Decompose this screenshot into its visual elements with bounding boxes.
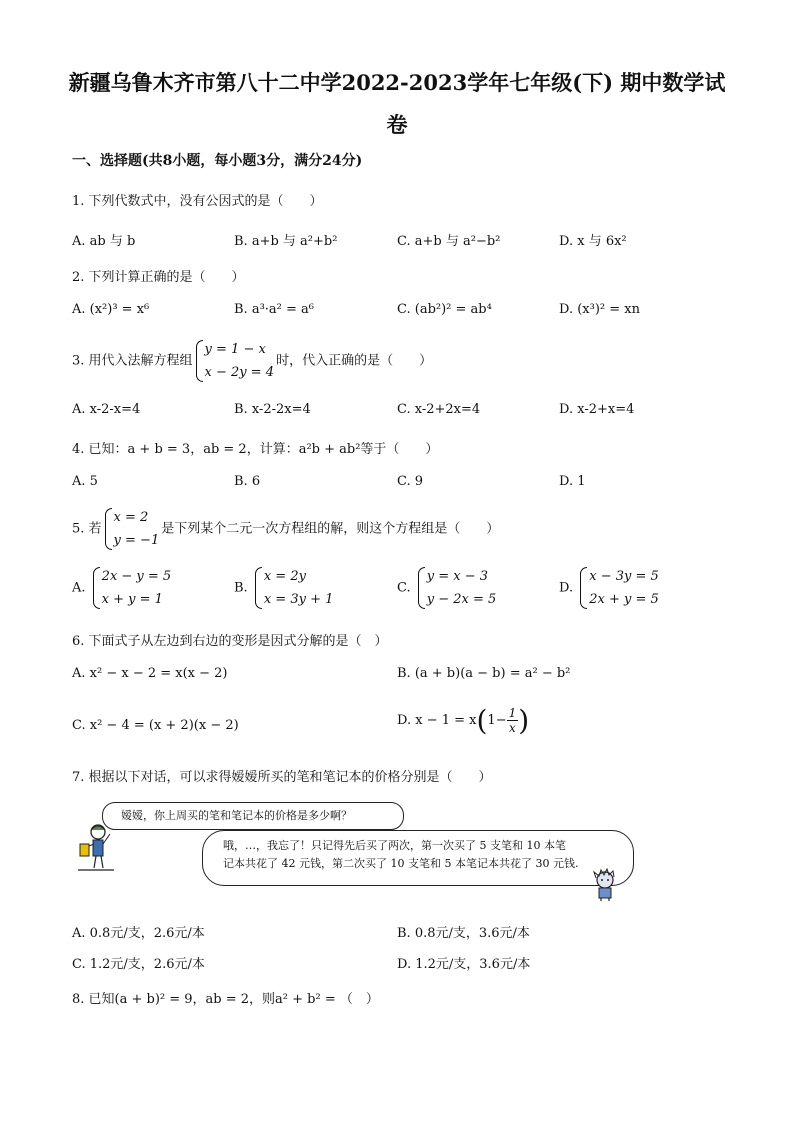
q5-option-d-label: D. — [559, 580, 574, 596]
q5-eq1: x = 2 — [113, 510, 149, 525]
q6-fraction-den: x — [509, 721, 516, 735]
q4-option-b: B. 6 — [234, 474, 261, 489]
q5-option-b — [234, 565, 335, 611]
q6-option-d — [397, 704, 529, 737]
q5-option-a — [72, 565, 173, 611]
q1-option-b: B. a+b 与 a²+b² — [234, 234, 338, 249]
q1-option-a: A. ab 与 b — [72, 234, 136, 249]
q4-option-c: C. 9 — [397, 474, 424, 489]
bubble-answer-line1: 哦，…，我忘了！只记得先后买了两次，第一次买了 5 支笔和 10 本笔 — [223, 839, 566, 852]
q5-d-eq2: 2x + y = 5 — [589, 592, 659, 607]
q2-option-c: C. (ab²)² = ab⁴ — [397, 302, 492, 317]
q5-solution-system — [104, 506, 160, 552]
q3-stem-post: 时，代入正确的是（ ） — [276, 353, 433, 369]
q3-option-a: A. x-2-x=4 — [72, 402, 141, 417]
q3-eq2: x − 2y = 4 — [204, 365, 275, 380]
q5-option-a-label: A. — [72, 580, 86, 596]
speech-bubble-question: 嫒嫒，你上周买的笔和笔记本的价格是多少啊？ — [102, 802, 404, 830]
q2-option-b: B. a³·a² = a⁶ — [234, 302, 314, 317]
q6-option-c: C. x² − 4 = (x + 2)(x − 2) — [72, 718, 239, 733]
q7-option-c: C. 1.2元/支，2.6元/本 — [72, 957, 205, 972]
question-8: 8. 已知(a + b)² = 9，ab = 2，则a² + b² = （ ） — [72, 992, 379, 1007]
q5-option-d — [559, 565, 661, 611]
q6-option-a: A. x² − x − 2 = x(x − 2) — [72, 666, 228, 681]
q5-a-eq1: 2x − y = 5 — [101, 569, 172, 584]
q5-stem-post: 是下列某个二元一次方程组的解，则这个方程组是（ ） — [161, 521, 500, 537]
question-6: 6. 下面式子从左边到右边的变形是因式分解的是（ ） — [72, 634, 388, 649]
question-4: 4. 已知：a + b = 3，ab = 2，计算：a²b + ab²等于（ ） — [72, 442, 439, 457]
q2-option-d: D. (x³)² = xn — [559, 302, 640, 317]
q5-c-eq2: y − 2x = 5 — [426, 592, 497, 607]
question-1: 1. 下列代数式中，没有公因式的是（ ） — [72, 194, 323, 209]
q4-option-d: D. 1 — [559, 474, 586, 489]
q3-option-b: B. x-2-2x=4 — [234, 402, 311, 417]
q5-option-d-system — [579, 565, 659, 611]
question-5 — [72, 506, 499, 552]
q6-d-one: 1− — [487, 713, 507, 728]
q7-option-b: B. 0.8元/支，3.6元/本 — [397, 926, 530, 941]
q5-option-b-system — [254, 565, 334, 611]
q5-d-eq1: x − 3y = 5 — [589, 569, 659, 584]
question-7: 7. 根据以下对话，可以求得嫒嫒所买的笔和笔记本的价格分别是（ ） — [72, 770, 492, 785]
q6-fraction — [507, 706, 519, 735]
q6-option-d-text: D. x − 1 = x — [397, 713, 477, 728]
q5-stem-pre: 5. 若 — [72, 521, 102, 537]
question-2: 2. 下列计算正确的是（ ） — [72, 270, 245, 285]
q5-option-c-label: C. — [397, 580, 411, 596]
q4-option-a: A. 5 — [72, 474, 98, 489]
boy-figure-illustration — [588, 868, 622, 902]
q7-option-d: D. 1.2元/支，3.6元/本 — [397, 957, 531, 972]
exam-title-cont: 卷 — [386, 112, 408, 137]
q7-option-a: A. 0.8元/支，2.6元/本 — [72, 926, 205, 941]
section-heading: 一、选择题(共8小题，每小题3分，满分24分) — [72, 153, 363, 169]
q6-fraction-num: 1 — [508, 706, 517, 720]
q6-paren-open: ( — [476, 704, 488, 737]
q5-b-eq2: x = 3y + 1 — [263, 592, 334, 607]
question-3 — [72, 338, 432, 384]
q3-option-d: D. x-2+x=4 — [559, 402, 635, 417]
q5-option-c-system — [417, 565, 497, 611]
speech-bubble-answer — [202, 830, 634, 886]
exam-title: 新疆乌鲁木齐市第八十二中学2022-2023学年七年级(下) 期中数学试 — [68, 70, 726, 95]
q1-option-d: D. x 与 6x² — [559, 234, 627, 249]
q3-option-c: C. x-2+2x=4 — [397, 402, 481, 417]
q1-option-c: C. a+b 与 a²−b² — [397, 234, 501, 249]
q5-option-c — [397, 565, 498, 611]
q5-b-eq1: x = 2y — [263, 569, 306, 584]
q3-eq1: y = 1 − x — [204, 342, 266, 357]
q5-eq2: y = −1 — [113, 533, 160, 548]
q3-stem-pre: 3. 用代入法解方程组 — [72, 353, 193, 369]
q5-c-eq1: y = x − 3 — [426, 569, 489, 584]
q5-option-a-system — [92, 565, 172, 611]
q5-a-eq2: x + y = 1 — [101, 592, 163, 607]
q6-option-b: B. (a + b)(a − b) = a² − b² — [397, 666, 571, 681]
bubble-answer-line2: 记本共花了 42 元钱，第二次买了 10 支笔和 5 本笔记本共花了 30 元钱. — [223, 857, 579, 870]
q3-equation-system — [195, 338, 275, 384]
q2-option-a: A. (x²)³ = x⁶ — [72, 302, 150, 317]
q6-paren-close: ) — [518, 704, 530, 737]
girl-figure-illustration — [76, 822, 116, 874]
q5-option-b-label: B. — [234, 580, 248, 596]
